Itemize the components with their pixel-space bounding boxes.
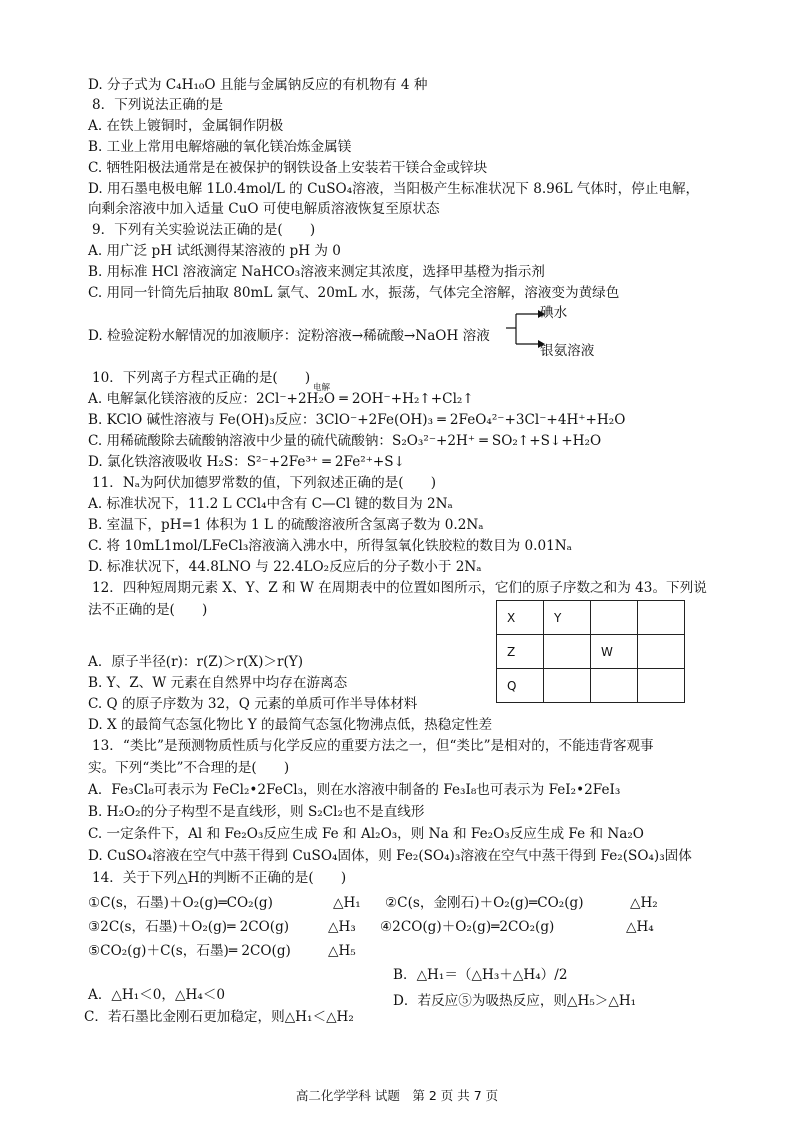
q9-option-a: A. 用广泛 pH 试纸测得某溶液的 pH 为 0 <box>88 243 341 259</box>
q13-option-d: D. CuSO₄溶液在空气中蒸干得到 CuSO₄固体，则 Fe₂(SO₄)₃溶液在空气中蒸干得到 Fe₂(SO₄)₃固体 <box>88 848 692 864</box>
q11-option-d: D. 标准状况下，44.8LNO 与 22.4LO₂反应后的分子数小于 2Nₐ <box>88 559 482 575</box>
grid-cell: Z <box>497 635 544 669</box>
reaction-1-dh: △H₁ <box>333 895 361 911</box>
reaction-3-dh: △H₃ <box>328 919 356 935</box>
q11-option-b: B. 室温下，pH=1 体积为 1 L 的硫酸溶液所含氢离子数为 0.2Nₐ <box>88 517 484 533</box>
q13-option-a: A．Fe₃Cl₈可表示为 FeCl₂•2FeCl₃，则在水溶液中制备的 Fe₃I₈也可表示为 FeI₂•2FeI₃ <box>88 782 621 798</box>
grid-cell <box>544 635 591 669</box>
q14-option-c: C．若石墨比金刚石更加稳定，则△H₁＜△H₂ <box>84 1009 354 1025</box>
q11-stem: 11．Nₐ为阿伏加德罗常数的值，下列叙述正确的是( ) <box>92 475 437 491</box>
grid-cell <box>638 669 685 703</box>
q13-option-c: C. 一定条件下，Al 和 Fe₂O₃反应生成 Fe 和 Al₂O₃，则 Na 和 Fe₂O₃反应生成 Fe 和 Na₂O <box>88 826 644 842</box>
grid-cell <box>638 635 685 669</box>
grid-cell <box>591 601 638 635</box>
q9-option-b: B. 用标准 HCl 溶液滴定 NaHCO₃溶液来测定其浓度，选择甲基橙为指示剂 <box>88 264 545 280</box>
grid-cell: X <box>497 601 544 635</box>
q12-stem: 12．四种短周期元素 X、Y、Z 和 W 在周期表中的位置如图所示，它们的原子序数之和为 43。下列说 <box>92 580 707 596</box>
q7-option-d: D. 分子式为 C₄H₁₀O 且能与金属钠反应的有机物有 4 种 <box>88 77 428 93</box>
reaction-2: ②C(s，金刚石)＋O₂(g)═CO₂(g) <box>385 895 584 911</box>
q10-option-d: D. 氯化铁溶液吸收 H₂S：S²⁻+2Fe³⁺ ═ 2Fe²⁺+S↓ <box>88 454 406 470</box>
q13-option-b: B. H₂O₂的分子构型不是直线形，则 S₂Cl₂也不是直线形 <box>88 804 425 820</box>
grid-cell: Q <box>497 669 544 703</box>
q14-option-b: B．△H₁＝（△H₃＋△H₄）/2 <box>393 967 568 983</box>
q8-option-d-cont: 向剩余溶液中加入适量 CuO 可使电解质溶液恢复至原状态 <box>88 201 440 217</box>
q13-stem: 13．“类比”是预测物质性质与化学反应的重要方法之一，但“类比”是相对的，不能违背客观事 <box>92 738 654 754</box>
branch-iodine: 碘水 <box>540 305 568 321</box>
reaction-2-dh: △H₂ <box>630 895 658 911</box>
grid-cell <box>638 601 685 635</box>
q8-stem: 8．下列说法正确的是 <box>92 97 223 113</box>
q9-option-c: C. 用同一针筒先后抽取 80mL 氯气、20mL 水，振荡，气体完全溶解，溶液变为黄绿色 <box>88 285 620 301</box>
q12-option-d: D. X 的最简气态氢化物比 Y 的最简气态氢化物沸点低，热稳定性差 <box>88 717 493 733</box>
reaction-4-dh: △H₄ <box>626 919 654 935</box>
q10-option-c: C. 用稀硫酸除去硫酸钠溶液中少量的硫代硫酸钠：S₂O₃²⁻+2H⁺ ═ SO₂↑+S↓+H₂O <box>88 433 602 449</box>
q12-option-c: C. Q 的原子序数为 32，Q 元素的单质可作半导体材料 <box>88 696 418 712</box>
q8-option-d: D. 用石墨电极电解 1L0.4mol/L 的 CuSO₄溶液，当阳极产生标准状况下 8.96L 气体时，停止电解， <box>88 181 700 197</box>
branch-silver: 银氨溶液 <box>540 343 595 359</box>
grid-cell <box>591 669 638 703</box>
page-footer: 高二化学学科 试题 第 2 页 共 7 页 <box>295 1088 499 1103</box>
q9-option-d: D. 检验淀粉水解情况的加液顺序：淀粉溶液→稀硫酸→NaOH 溶液 <box>88 328 490 344</box>
grid-cell: W <box>591 635 638 669</box>
reaction-1: ①C(s，石墨)＋O₂(g)═CO₂(g) <box>88 895 273 911</box>
reaction-3: ③2C(s，石墨)＋O₂(g)═ 2CO(g) <box>88 919 290 935</box>
grid-cell: Y <box>544 601 591 635</box>
q8-option-a: A. 在铁上镀铜时，金属铜作阴极 <box>88 118 284 134</box>
q12-stem-cont: 法不正确的是( ) <box>88 602 208 618</box>
q10-stem: 10．下列离子方程式正确的是( ) <box>92 370 311 386</box>
q10-option-a: A. 电解氯化镁溶液的反应：2Cl⁻+2H₂O ═ 2OH⁻+H₂↑+Cl₂↑ <box>88 391 474 407</box>
q12-option-b: B. Y、Z、W 元素在自然界中均存在游离态 <box>88 675 348 691</box>
q8-option-b: B. 工业上常用电解熔融的氧化镁冶炼金属镁 <box>88 139 352 155</box>
q8-option-c: C. 牺牲阳极法通常是在被保护的钢铁设备上安装若干镁合金或锌块 <box>88 160 488 176</box>
periodic-grid <box>496 600 685 703</box>
grid-cell <box>544 669 591 703</box>
electrolysis-label: 电解 <box>313 383 331 393</box>
q14-stem: 14．关于下列△H的判断不正确的是( ) <box>92 870 347 886</box>
q11-option-a: A. 标准状况下，11.2 L CCl₄中含有 C—Cl 键的数目为 2Nₐ <box>88 496 453 512</box>
q13-stem-cont: 实。下列“类比”不合理的是( ) <box>88 760 290 776</box>
q14-option-d: D．若反应⑤为吸热反应，则△H₅＞△H₁ <box>393 993 637 1009</box>
reaction-5: ⑤CO₂(g)＋C(s，石墨)═ 2CO(g) <box>88 943 291 959</box>
reaction-5-dh: △H₅ <box>328 943 356 959</box>
q10-option-b: B. KClO 碱性溶液与 Fe(OH)₃反应：3ClO⁻+2Fe(OH)₃ ═ 2FeO₄²⁻+3Cl⁻+4H⁺+H₂O <box>88 412 626 428</box>
q12-option-a: A．原子半径(r)：r(Z)＞r(X)＞r(Y) <box>88 654 304 670</box>
q11-option-c: C. 将 10mL1mol/LFeCl₃溶液滴入沸水中，所得氢氧化铁胶粒的数目为 0.01Nₐ <box>88 538 572 554</box>
q14-option-a: A．△H₁＜0，△H₄＜0 <box>88 987 226 1003</box>
reaction-4: ④2CO(g)＋O₂(g)═2CO₂(g) <box>380 919 555 935</box>
q9-stem: 9．下列有关实验说法正确的是( ) <box>92 222 316 238</box>
